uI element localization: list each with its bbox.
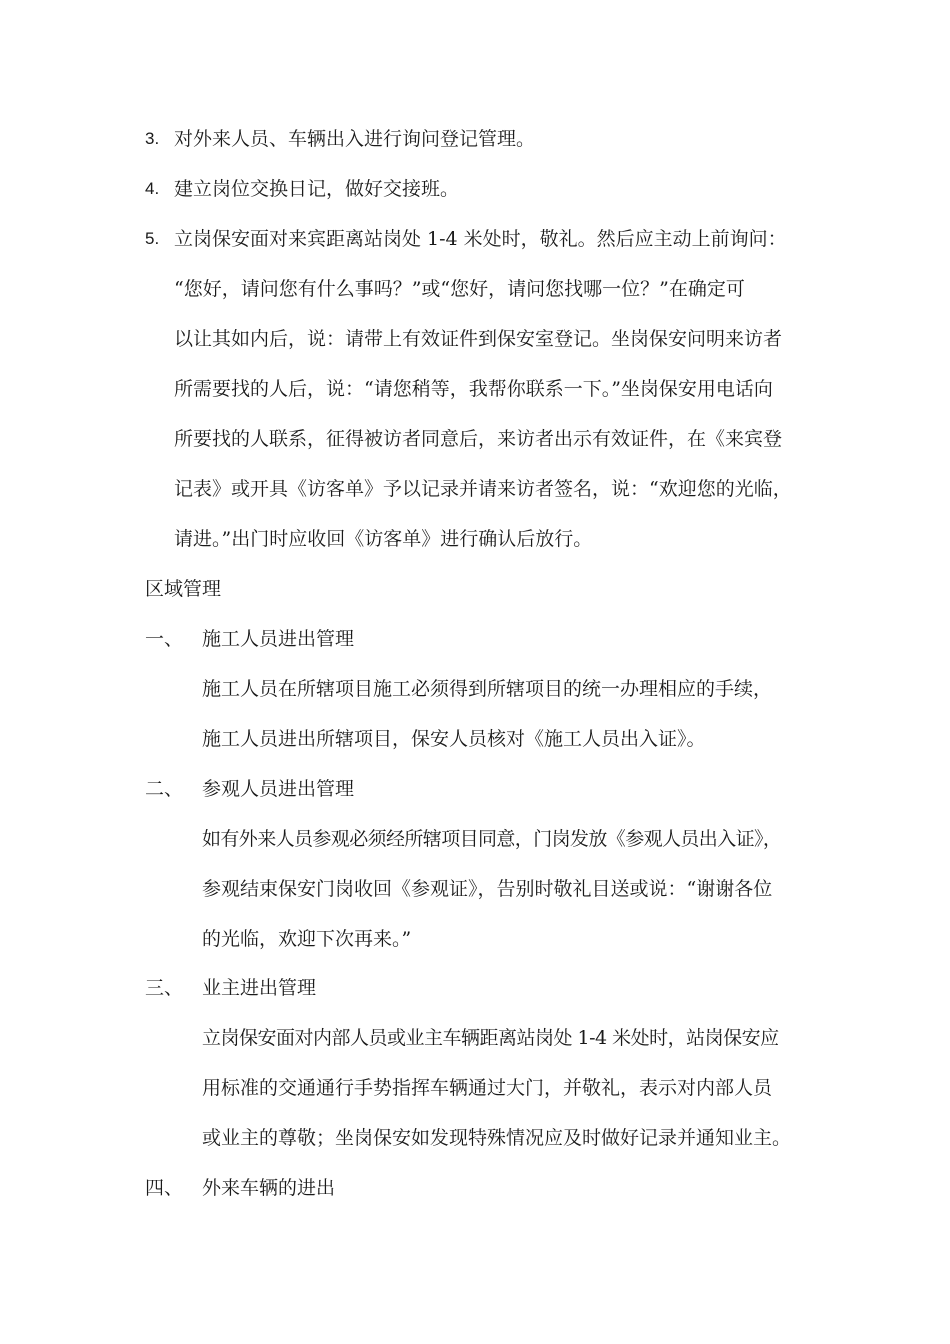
list-number: 4. — [145, 179, 160, 198]
section-marker: 三、 — [145, 977, 184, 999]
list-item-text: “您好，请问您有什么事吗？”或“您好，请问您找哪一位？”在确定可 — [174, 278, 745, 300]
paragraph-line: 施工人员在所辖项目施工必须得到所辖项目的统一办理相应的手续， — [202, 678, 773, 700]
paragraph-line: 立岗保安面对内部人员或业主车辆距离站岗处 1-4 米处时，站岗保安应 — [202, 1027, 779, 1049]
section-title: 参观人员进出管理 — [202, 778, 355, 800]
section-title: 业主进出管理 — [202, 977, 317, 999]
list-item-text: 以让其如内后，说：请带上有效证件到保安室登记。坐岗保安问明来访者 — [174, 328, 783, 350]
list-item-text: 所需要找的人后，说：“请您稍等，我帮你联系一下。”坐岗保安用电话向 — [174, 378, 773, 400]
list-item-text: 请进。”出门时应收回《访客单》进行确认后放行。 — [174, 528, 593, 550]
paragraph-line: 的光临，欢迎下次再来。” — [202, 928, 412, 950]
paragraph-line: 或业主的尊敬；坐岗保安如发现特殊情况应及时做好记录并通知业主。 — [202, 1127, 792, 1149]
section-heading: 区域管理 — [145, 578, 222, 600]
list-number: 3. — [145, 129, 160, 148]
section-marker: 一、 — [145, 628, 184, 650]
list-item-text: 记表》或开具《访客单》予以记录并请来访者签名，说：“欢迎您的光临， — [174, 478, 792, 500]
paragraph-line: 参观结束保安门岗收回《参观证》，告别时敬礼目送或说：“谢谢各位 — [202, 878, 773, 900]
section-title: 外来车辆的进出 — [202, 1177, 336, 1199]
list-number: 5. — [145, 229, 160, 248]
list-item-text: 所要找的人联系，征得被访者同意后，来访者出示有效证件，在《来宾登 — [174, 428, 783, 450]
section-marker: 二、 — [145, 778, 184, 800]
list-item-text: 对外来人员、车辆出入进行询问登记管理。 — [174, 128, 536, 150]
list-item-text: 立岗保安面对来宾距离站岗处 1-4 米处时，敬礼。然后应主动上前询问： — [174, 228, 787, 250]
paragraph-line: 施工人员进出所辖项目，保安人员核对《施工人员出入证》。 — [202, 728, 706, 750]
paragraph-line: 用标准的交通通行手势指挥车辆通过大门，并敬礼，表示对内部人员 — [202, 1077, 773, 1099]
list-item-text: 建立岗位交换日记，做好交接班。 — [174, 178, 460, 200]
section-marker: 四、 — [145, 1177, 184, 1199]
paragraph-line: 如有外来人员参观必须经所辖项目同意，门岗发放《参观人员出入证》， — [202, 828, 782, 850]
section-title: 施工人员进出管理 — [202, 628, 355, 650]
